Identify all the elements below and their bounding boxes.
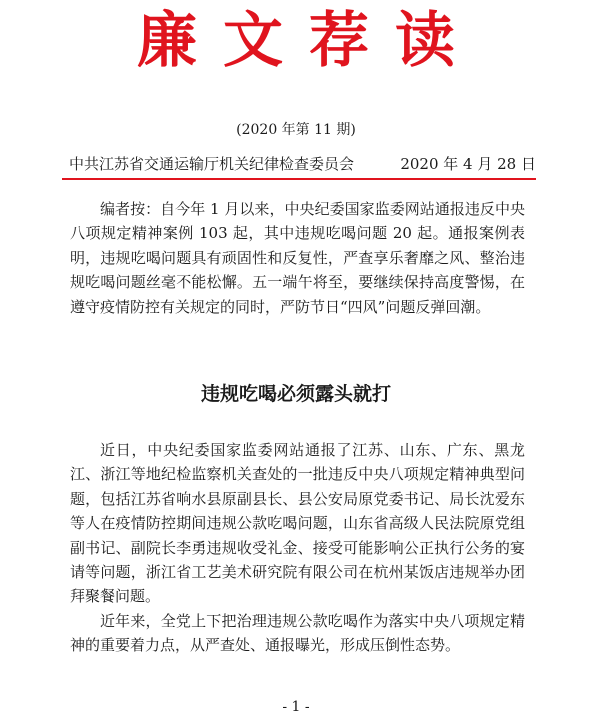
article-body	[70, 438, 525, 658]
editor-note	[70, 197, 525, 319]
article-paragraph: 近日，中央纪委国家监委网站通报了江苏、山东、广东、黑龙江、浙江等地纪检监察机关查处的一批违反中央八项规定精神典型问题，包括江苏省响水县原副县长、县公安局原党委书记、局长沈爱东等人在疫情防控期间违规公款吃喝问题，山东省高级人民法院原党组副书记、副院长李勇违规收受礼金、接受可能影响公正执行公务的宴请等问题，浙江省工艺美术研究院有限公司在杭州某饭店违规举办团拜聚餐问题。	[70, 441, 525, 606]
issue-date: 2020 年 4 月 28 日	[400, 155, 536, 173]
issuing-organization: 中共江苏省交通运输厅机关纪律检查委员会	[69, 155, 355, 173]
page-number: - 1 -	[282, 699, 310, 715]
editor-note-text: 编者按：自今年 1 月以来，中央纪委国家监委网站通报违反中央八项规定精神案例 103 起，其中违规吃喝问题 20 起。通报案例表明，违规吃喝问题具有顽固性和反复性，严查享乐奢靡之风、整治违规吃喝问题丝毫不能松懈。五一端午将至，要继续保持高度警惕，在遵守疫情防控有关规定的同时，严防节日“四风”问题反弹回潮。	[70, 200, 525, 316]
issue-number: (2020 年第 11 期)	[236, 122, 356, 138]
article-paragraph: 近年来，全党上下把治理违规公款吃喝作为落实中央八项规定精神的重要着力点，从严查处、通报曝光，形成压倒性态势。	[70, 611, 525, 655]
article-title: 违规吃喝必须露头就打	[200, 383, 391, 405]
header-divider	[62, 178, 536, 180]
masthead-title: 廉文荐读	[137, 6, 481, 76]
